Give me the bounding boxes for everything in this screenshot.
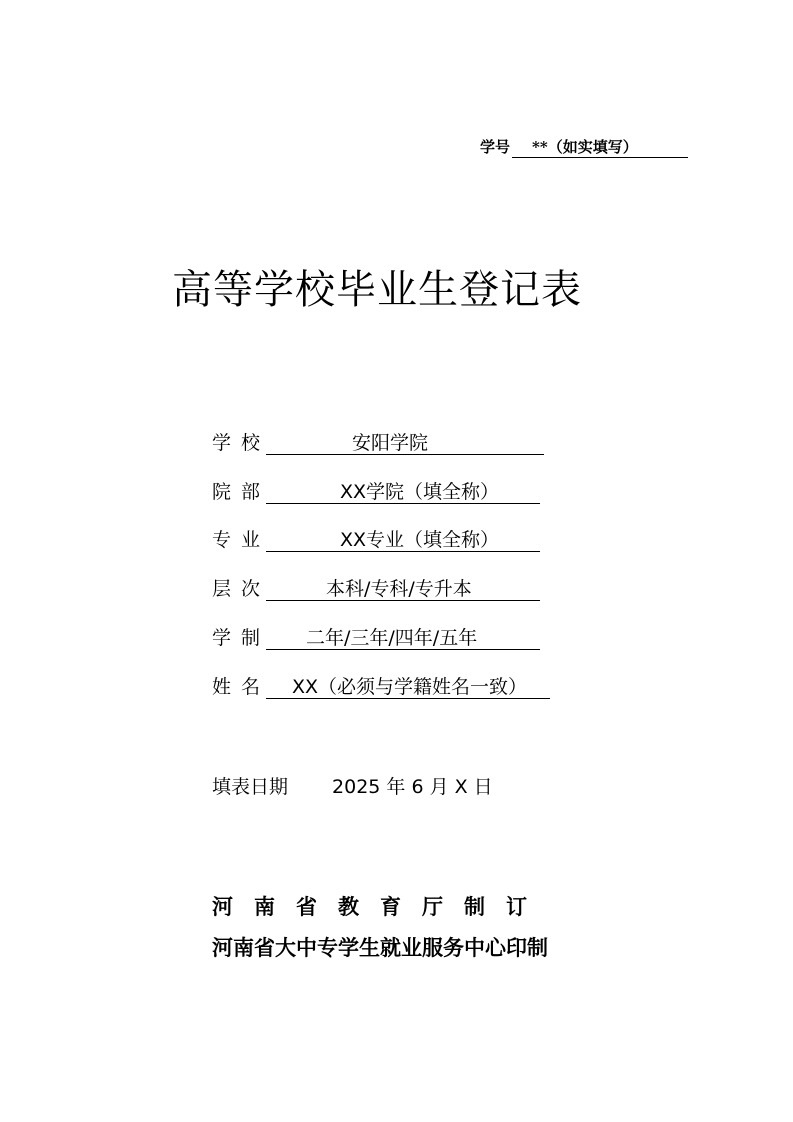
printer-line: 河南省大中专学生就业服务中心印制 <box>212 935 548 960</box>
fill-date-value: 2025 年 6 月 X 日 <box>332 776 493 798</box>
student-number-field <box>480 136 688 158</box>
field-duration <box>212 625 540 651</box>
fill-date-label: 填表日期 <box>212 776 289 798</box>
student-number-label: 学号 <box>480 138 511 156</box>
field-label: 专 业 <box>212 529 263 551</box>
field-value: 二年/三年/四年/五年 <box>266 626 540 650</box>
issuer-line: 河 南 省 教 育 厅 制 订 <box>212 894 527 919</box>
field-value: XX学院（填全称） <box>266 480 540 504</box>
field-value: XX专业（填全称） <box>266 528 540 552</box>
fill-date <box>212 772 493 799</box>
field-name <box>212 674 550 700</box>
field-level <box>212 576 540 602</box>
field-label: 院 部 <box>212 481 263 503</box>
field-value: 本科/专科/专升本 <box>266 577 540 601</box>
page-title: 高等学校毕业生登记表 <box>172 267 582 313</box>
field-label: 姓 名 <box>212 676 263 698</box>
field-value: 安阳学院 <box>266 431 544 455</box>
field-school <box>212 430 544 456</box>
student-number-value: **（如实填写） <box>512 136 688 158</box>
field-department <box>212 479 540 505</box>
field-label: 学 制 <box>212 627 263 649</box>
field-value: XX（必须与学籍姓名一致） <box>266 675 550 699</box>
field-major <box>212 527 540 553</box>
field-label: 学 校 <box>212 432 263 454</box>
field-label: 层 次 <box>212 578 263 600</box>
